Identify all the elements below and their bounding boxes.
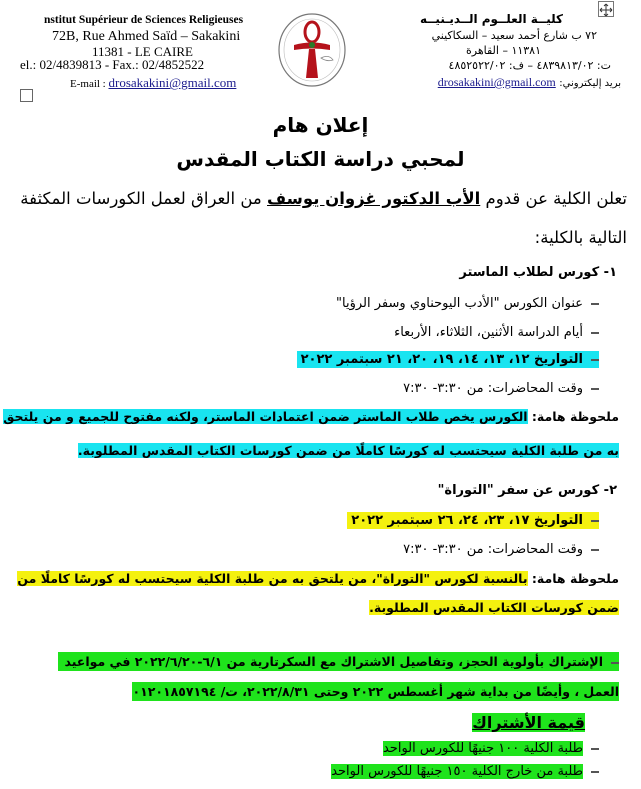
bullet-dash-icon [591,549,599,551]
course1-note-line-2 [78,443,619,458]
header-fr-email-label: E-mail : [70,78,106,90]
fees-item-students [383,741,599,756]
title-bible-lovers: لمحبي دراسة الكتاب المقدس [176,147,465,171]
course2-item-text: وقت المحاضرات: من ٣:٣٠- ٧:٣٠ [403,542,583,557]
course1-item-days [394,325,599,340]
course1-item-text: التواريخ ١٢، ١٣، ١٤، ١٩، ٢٠، ٢١ سبتمبر ٢٠٢٢ [300,352,583,367]
intro-line-2: التالية بالكلية: [534,228,627,247]
fees-heading-text: قيمة الأشتراك [472,713,585,732]
fees-heading [472,713,585,732]
registration-text-2: العمل ، وأيضًا من بداية شهر أغسطس ٢٠٢٢ وحتى ٢٠٢٢/٨/٣١، ت/ ٠١٢٠١٨٥٧١٩٤ [132,684,619,699]
course2-note-text-2: ضمن كورسات الكتاب المقدس المطلوبة. [369,600,619,615]
course1-item-text: أيام الدراسة الأثنين، الثلاثاء، الأربعاء [394,325,583,340]
intro-line-1 [20,189,627,208]
header-ar-name: كليــة العلــوم الــديـنيــه [419,12,563,26]
move-arrows-icon [599,3,613,17]
header-fr-name: nstitut Supérieur de Sciences Religieuses [44,14,244,26]
coptic-cross-logo [277,12,347,88]
course1-item-title [336,296,599,311]
course2-item-text: التواريخ ١٧، ٢٣، ٢٤، ٢٦ سبتمبر ٢٠٢٢ [351,513,583,528]
move-handle-icon[interactable] [598,1,614,17]
course2-note-text-1: بالنسبة لكورس "التوراة"، من يلتحق به من طلبة الكلية سيحتسب له كورسًا كاملًا من [17,571,528,586]
intro-father-name: الأب الدكتور غزوان يوسف [267,189,481,208]
bullet-dash-icon [591,332,599,334]
header-fr-city: 11381 - LE CAIRE [92,44,193,59]
header-fr-email-row [70,75,236,92]
bullet-dash-icon [611,662,619,664]
bullet-dash-icon [591,771,599,773]
header-ar-address: ٧٢ ب شارع أحمد سعيد – السكاكيني [431,29,597,42]
bullet-dash-icon [591,520,599,522]
bullet-dash-icon [591,359,599,361]
course2-dates-highlight [347,512,599,529]
header-ar-email-label: بريد إليكتروني: [559,78,621,89]
registration-text-1: الإشتراك بأولوية الحجز، وتفاصيل الاشتراك مع السكرتارية من ٦/١-٢٠٢٢/٦/٢٠ في مواعيد [64,654,603,669]
bullet-dash-icon [591,303,599,305]
header-fr-email-link[interactable]: drosakakini@gmail.com [108,75,237,90]
header-ar-email-link[interactable]: drosakakini@gmail.com [437,75,556,89]
header-ar-tel: ت: ٤٨٣٩٨١٣/٠٢ – ف: ٤٨٥٢٥٢٢/٠٢ [448,59,611,72]
course1-note-line-1 [3,409,619,424]
course2-note-line-1 [17,571,619,586]
course1-item-text: وقت المحاضرات: من ٣:٣٠- ٧:٣٠ [403,381,583,396]
registration-line-1 [58,654,619,669]
registration-line-2 [132,684,619,699]
course1-note-text-1: الكورس يخص طلاب الماستر ضمن اعتمادات الماستر، ولكنه مفتوح للجميع و من يلتحق [3,409,528,424]
course2-heading: ٢- كورس عن سفر "التوراة" [437,483,617,498]
header-fr-address: 72B, Rue Ahmed Saïd – Sakakini [52,29,241,44]
course2-note-line-2 [369,600,619,615]
bullet-dash-icon [591,748,599,750]
course1-note-label: ملحوظة هامة: [531,409,619,424]
header-fr-tel: el.: 02/4839813 - Fax.: 02/4852522 [20,57,205,72]
checkbox-icon[interactable] [20,89,33,102]
course1-note-text-2: به من طلبة الكلية سيحتسب له كورسًا كاملًا من ضمن كورسات الكتاب المقدس المطلوبة. [77,443,619,458]
course1-dates-highlight [297,351,599,368]
header-ar-email-row [438,75,621,91]
fees-item-text: طلبة من خارج الكلية ١٥٠ جنيهًا للكورس الواحد [331,764,583,779]
intro-part-2: من العراق لعمل الكورسات المكثفة [20,189,268,208]
course2-item-dates [347,513,599,528]
bullet-dash-icon [591,388,599,390]
title-announcement: إعلان هام [272,113,369,137]
course1-item-text: عنوان الكورس "الأدب اليوحناوي وسفر الرؤيا" [336,296,583,311]
course1-item-time [403,381,599,396]
header-ar-city: ١١٣٨١ – القاهرة [466,44,541,57]
intro-part-1: تعلن الكلية عن قدوم [480,189,627,208]
registration-highlight-1 [58,652,619,671]
course2-note-label: ملحوظة هامة: [531,571,619,586]
fees-item-text: طلبة الكلية ١٠٠ جنيهًا للكورس الواحد [382,741,583,756]
course2-item-time [403,542,599,557]
fees-item-outside [331,764,599,779]
course1-heading: ١- كورس لطلاب الماستر [459,265,617,280]
course1-item-dates [297,352,599,367]
